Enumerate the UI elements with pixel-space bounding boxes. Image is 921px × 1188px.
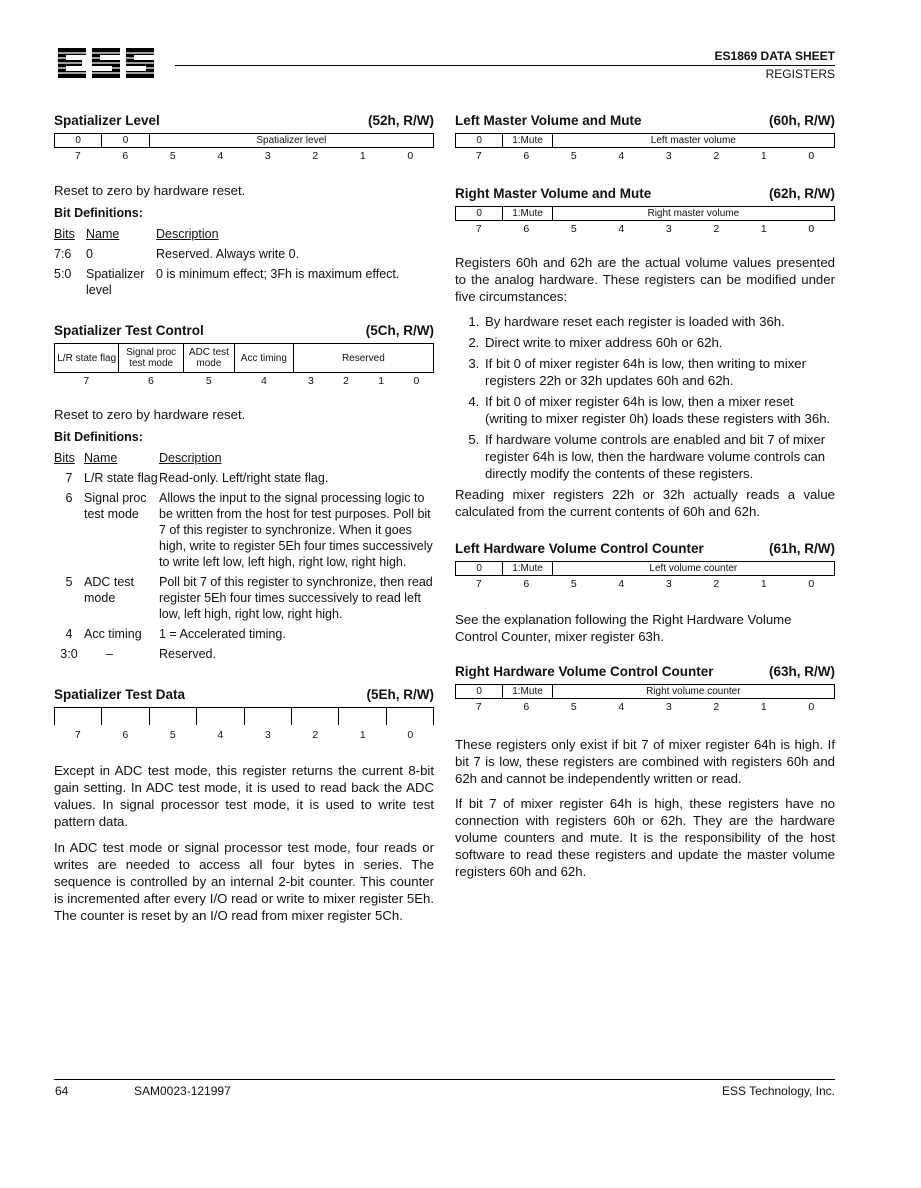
left-master-volume-bits: 7 6 5 4 3 2 1 0 <box>475 150 815 162</box>
circumstances-list <box>455 313 835 482</box>
footer-rule <box>54 1079 835 1080</box>
ess-logo <box>56 44 160 82</box>
right-hw-volume-bits: 7 6 5 4 3 2 1 0 <box>475 701 815 713</box>
right-hw-volume-register: 0 1:Mute Right volume counter <box>455 684 835 699</box>
right-column <box>455 112 835 880</box>
company-name: ESS Technology, Inc. <box>722 1084 835 1098</box>
bit-definitions-heading: Bit Definitions: <box>54 206 143 220</box>
list-item: 1. By hardware reset each register is loaded with 36h. <box>483 313 835 330</box>
left-master-volume-heading: Left Master Volume and Mute (60h, R/W) <box>455 113 835 128</box>
spatializer-test-control-bits: 7 6 5 4 3 2 1 0 <box>83 375 420 387</box>
spatializer-level-defs: Bits Name Description 7:6 0 Reserved. Always write 0. 5:0 Spatializer level 0 is minimum effect; 3Fh is maximum effect. <box>54 227 400 297</box>
spatializer-test-control-heading: Spatializer Test Control (5Ch, R/W) <box>54 323 434 338</box>
bit7-high-para: If bit 7 of mixer register 64h is high, these registers have no connection with registers 60h or 62h. They are the hardware volume counters and mute. It is the responsibility of the host software to read these registers and update the master volume registers 60h and 62h. <box>455 796 835 879</box>
right-master-volume-register: 0 1:Mute Right master volume <box>455 206 835 221</box>
spatializer-test-control-register: L/R state flag Signal proc test mode ADC test mode Acc timing Reserved <box>54 343 434 373</box>
spatializer-level-register: 0 0 Spatializer level <box>54 133 434 148</box>
bit-definitions-heading-2: Bit Definitions: <box>54 430 143 444</box>
spatializer-test-data-para-2: In ADC test mode or signal processor test mode, four reads or writes are needed to access all four bytes in series. The sequence is controlled by an internal 2-bit counter. This counter is incremented after every I/O read or write to mixer register 5Eh. The counter is reset by an I/O read from mixer register 5Ch. <box>54 840 434 923</box>
reading-mixer-para: Reading mixer registers 22h or 32h actually reads a value calculated from the current contents of 60h and 62h. <box>455 487 835 519</box>
spatializer-test-control-defs: Bits Name Description 7 L/R state flag Read-only. Left/right state flag. 6 Signal proc test mode Allows the input to the signal processing logic to be written from the host for test purposes. Poll bit 7 of this register to synchronize. When it goes high, write to register 5Eh four times successively to write left low, left high, right low, right high. 5 ADC test mode Poll bit 7 of this register to synchronize, then read register 5Eh four times successively to read left low, left high, right low, right high. 4 Acc timing 1 = Accelerated timing. 3:0 – Reserved. <box>54 451 433 661</box>
list-item: 4. If bit 0 of mixer register 64h is low, then a mixer reset (writing to mixer register 0h) loads these registers with 36h. <box>483 393 835 427</box>
page-number: 64 <box>55 1084 69 1098</box>
spatializer-level-bits: 7 6 5 4 3 2 1 0 <box>74 150 414 162</box>
master-volume-para: Registers 60h and 62h are the actual volume values presented to the analog hardware. These registers can be modified under five circumstances: <box>455 255 835 304</box>
right-master-volume-bits: 7 6 5 4 3 2 1 0 <box>475 223 815 235</box>
spatializer-test-data-bits: 7 6 5 4 3 2 1 0 <box>74 729 414 741</box>
left-master-volume-register: 0 1:Mute Left master volume <box>455 133 835 148</box>
left-hw-volume-heading: Left Hardware Volume Control Counter (61h, R/W) <box>455 541 835 556</box>
spatializer-level-heading: Spatializer Level (52h, R/W) <box>54 113 434 128</box>
header-rule <box>175 65 835 66</box>
right-master-volume-heading: Right Master Volume and Mute (62h, R/W) <box>455 186 835 201</box>
list-item: 3. If bit 0 of mixer register 64h is low, then writing to mixer registers 22h or 32h updates 60h and 62h. <box>483 355 835 389</box>
list-item: 5. If hardware volume controls are enabled and bit 7 of mixer register 64h is low, then the hardware volume controls can directly modify the contents of these registers. <box>483 431 835 482</box>
doc-section: REGISTERS <box>765 67 835 81</box>
left-hw-volume-bits: 7 6 5 4 3 2 1 0 <box>475 578 815 590</box>
spatializer-level-reset: Reset to zero by hardware reset. <box>54 183 246 198</box>
list-item: 2. Direct write to mixer address 60h or 62h. <box>483 334 835 351</box>
doc-number: SAM0023-121997 <box>134 1084 231 1098</box>
right-hw-volume-heading: Right Hardware Volume Control Counter (63h, R/W) <box>455 664 835 679</box>
spatializer-test-data-para-1: Except in ADC test mode, this register returns the current 8-bit gain setting. In ADC test mode, it is used to read back the ADC values. In signal processor test mode, it is used to write test pattern data. <box>54 763 434 829</box>
spatializer-test-control-reset: Reset to zero by hardware reset. <box>54 407 246 422</box>
registers-exist-para: These registers only exist if bit 7 of mixer register 64h is high. If bit 7 is low, these registers are combined with registers 60h and 62h and cannot be independently written or read. <box>455 737 835 786</box>
doc-title: ES1869 DATA SHEET <box>714 49 835 63</box>
left-column <box>54 112 434 924</box>
left-hw-volume-register: 0 1:Mute Left volume counter <box>455 561 835 576</box>
spatializer-test-data-register <box>54 707 434 725</box>
see-explanation-para: See the explanation following the Right Hardware Volume Control Counter, mixer register 63h. <box>455 612 792 644</box>
spatializer-test-data-heading: Spatializer Test Data (5Eh, R/W) <box>54 687 434 702</box>
